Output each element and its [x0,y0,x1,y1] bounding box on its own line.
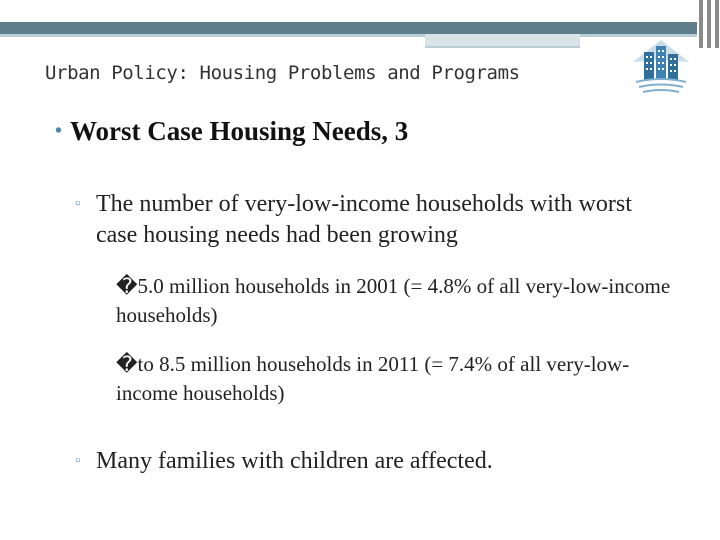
bullet-point [75,446,675,477]
sub-bullet-point [116,350,676,408]
top-decor-line [425,46,580,48]
sub-bullet-text: �to 8.5 million households in 2011 (= 7.4% of all very-low- income households) [116,352,630,405]
round-bullet-icon: • [55,120,63,142]
bullet-text: Many families with children are affected. [96,448,493,474]
top-decor-stripe [0,34,697,37]
top-decor-bar [0,22,697,34]
slide-heading-item [55,116,408,147]
building-logo-icon [630,38,692,96]
bullet-point [75,189,675,251]
slide-header: Urban Policy: Housing Problems and Programs [45,62,520,84]
slide-heading: Worst Case Housing Needs, 3 [70,116,409,146]
corner-decor [697,0,720,48]
top-decor-tab [425,34,580,46]
bullet-text: The number of very-low-income households with worst case housing needs had been growing [96,191,632,248]
sub-bullet-point [116,272,676,330]
square-bullet-icon: ▫ [75,196,81,212]
square-bullet-icon: ▫ [75,453,81,469]
sub-bullet-text: �5.0 million households in 2001 (= 4.8% of all very-low-income households) [116,274,671,327]
